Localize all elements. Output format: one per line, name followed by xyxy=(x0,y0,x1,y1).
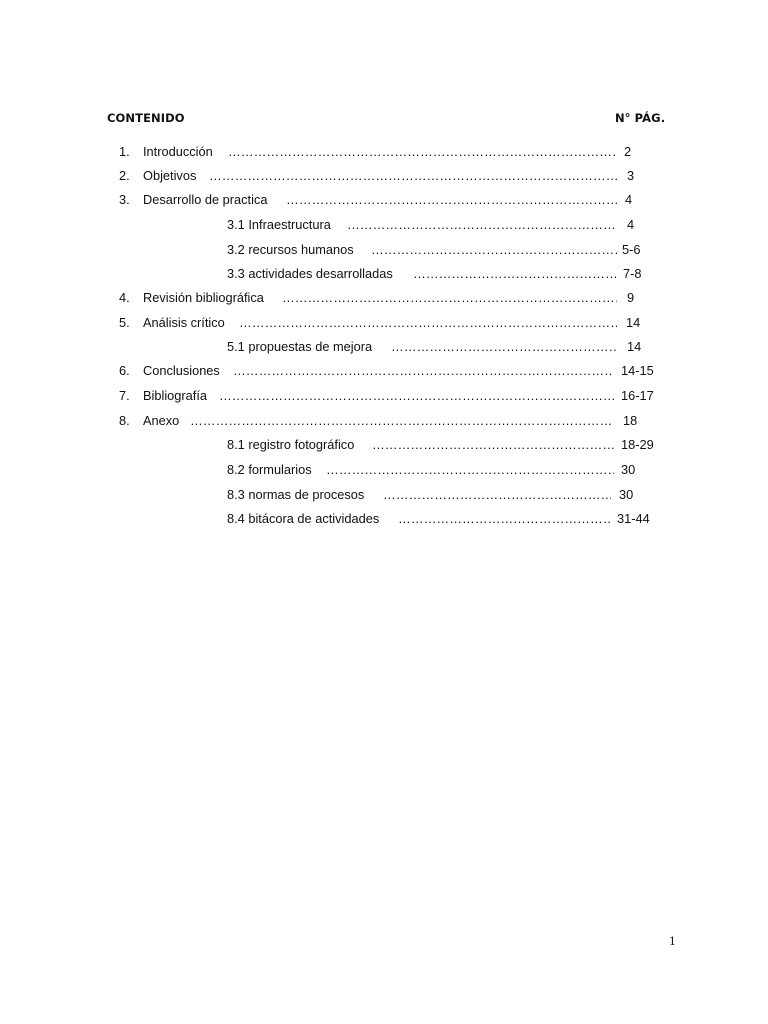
toc-leader-dots xyxy=(413,265,617,283)
toc-entry-title: 8.2 formularios xyxy=(227,462,312,477)
toc-leader-dots xyxy=(190,412,614,430)
toc-entry-page: 18 xyxy=(623,413,638,428)
toc-entry-page: 4 xyxy=(627,217,635,232)
contents-heading: CONTENIDO xyxy=(107,111,185,125)
toc-entry-number: 4. xyxy=(119,290,130,305)
toc-entry-title: 3.1 Infraestructura xyxy=(227,217,331,232)
toc-entry xyxy=(0,167,768,185)
toc-entry xyxy=(0,362,768,380)
toc-entry-page: 5-6 xyxy=(622,242,641,257)
toc-entry-page: 3 xyxy=(627,168,635,183)
toc-entry xyxy=(0,338,768,356)
toc-entry-title: Análisis crítico xyxy=(143,315,225,330)
toc-entry-title: 8.3 normas de procesos xyxy=(227,487,365,502)
toc-entry-page: 14-15 xyxy=(621,363,654,378)
toc-entry xyxy=(0,241,768,259)
toc-leader-dots xyxy=(372,436,614,454)
toc-entry xyxy=(0,510,768,528)
footer-page-number: 1 xyxy=(669,933,676,948)
toc-entry-page: 9 xyxy=(627,290,635,305)
toc-leader-dots xyxy=(233,362,614,380)
toc-entry-title: Anexo xyxy=(143,413,180,428)
toc-entry-title: 8.1 registro fotográfico xyxy=(227,437,355,452)
toc-leader-dots xyxy=(347,216,617,234)
toc-entry-title: 3.2 recursos humanos xyxy=(227,242,354,257)
toc-entry-title: Introducción xyxy=(143,144,213,159)
toc-entry xyxy=(0,143,768,161)
toc-entry-number: 6. xyxy=(119,363,130,378)
toc-entry-title: Bibliografía xyxy=(143,388,208,403)
toc-leader-dots xyxy=(286,191,617,209)
toc-entry-number: 1. xyxy=(119,144,130,159)
toc-entry xyxy=(0,412,768,430)
toc-entry-page: 4 xyxy=(625,192,633,207)
toc-entry xyxy=(0,486,768,504)
toc-entry-page: 30 xyxy=(621,462,636,477)
toc-entry xyxy=(0,289,768,307)
toc-entry-page: 16-17 xyxy=(621,388,654,403)
toc-entry-page: 14 xyxy=(626,315,641,330)
toc-entry xyxy=(0,216,768,234)
toc-entry xyxy=(0,461,768,479)
toc-leader-dots xyxy=(326,461,614,479)
toc-entry-page: 30 xyxy=(619,487,634,502)
toc-entry xyxy=(0,265,768,283)
toc-entry-number: 8. xyxy=(119,413,130,428)
toc-entry xyxy=(0,436,768,454)
toc-entry xyxy=(0,314,768,332)
toc-leader-dots xyxy=(209,167,617,185)
toc-leader-dots xyxy=(228,143,617,161)
toc-entry-number: 2. xyxy=(119,168,130,183)
toc-leader-dots xyxy=(239,314,617,332)
toc-entry-number: 3. xyxy=(119,192,130,207)
toc-entry-page: 14 xyxy=(627,339,642,354)
toc-leader-dots xyxy=(371,241,617,259)
toc-entry-page: 2 xyxy=(624,144,632,159)
toc-entry-title: Conclusiones xyxy=(143,363,220,378)
toc-entry-title: 8.4 bitácora de actividades xyxy=(227,511,380,526)
toc-entry-page: 18-29 xyxy=(621,437,654,452)
toc-leader-dots xyxy=(383,486,611,504)
toc-entry-title: Revisión bibliográfica xyxy=(143,290,264,305)
toc-entry-title: Objetivos xyxy=(143,168,197,183)
toc-entry-title: 5.1 propuestas de mejora xyxy=(227,339,373,354)
toc-leader-dots xyxy=(219,387,614,405)
toc-entry xyxy=(0,387,768,405)
toc-entry-title: Desarrollo de practica xyxy=(143,192,268,207)
toc-leader-dots xyxy=(282,289,617,307)
toc-leader-dots xyxy=(391,338,617,356)
toc-entry-page: 7-8 xyxy=(623,266,642,281)
toc-entry-title: 3.3 actividades desarrolladas xyxy=(227,266,393,281)
toc-entry xyxy=(0,191,768,209)
page-number-heading: N° PÁG. xyxy=(615,111,666,125)
toc-entry-number: 7. xyxy=(119,388,130,403)
toc-entry-number: 5. xyxy=(119,315,130,330)
toc-entry-page: 31-44 xyxy=(617,511,650,526)
toc-leader-dots xyxy=(398,510,610,528)
